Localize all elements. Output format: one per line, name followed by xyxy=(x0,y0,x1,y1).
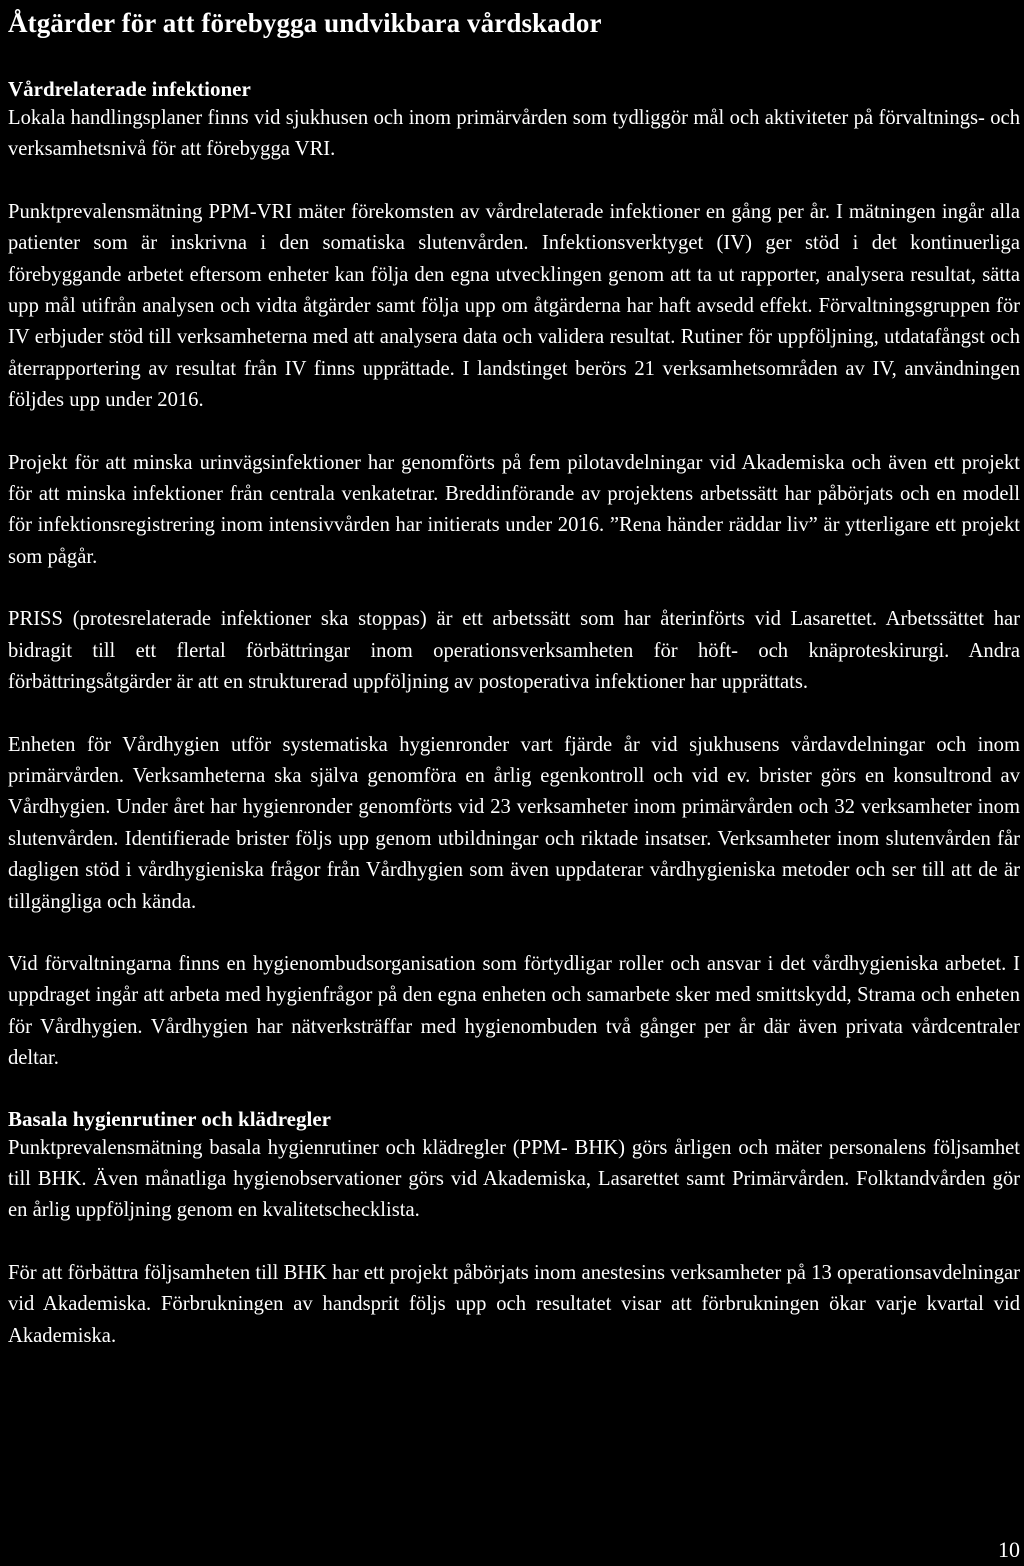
page-number: 10 xyxy=(998,1537,1020,1562)
paragraph: Punktprevalensmätning basala hygienrutiner och klädregler (PPM- BHK) görs årligen och mäter personalens följsamhet till BHK. Även månatliga hygienobservationer görs vid Akademiska, Lasarettet samt Primärvården. Folktandvården gör en årlig uppföljning genom en kvalitetschecklista. xyxy=(8,1136,1020,1222)
document-page xyxy=(8,0,1020,1352)
page-title: Åtgärder för att förebygga undvikbara vårdskador xyxy=(8,8,602,38)
paragraph: Vid förvaltningarna finns en hygienombudsorganisation som förtydligar roller och ansvar i det vårdhygieniska arbetet. I uppdraget ingår att arbeta med hygienfrågor på den egna enheten och samarbete sker med smittskydd, Strama och enheten för Vårdhygien. Vårdhygien har nätverksträffar med hygienombuden två gånger per år där även privata vårdcentraler deltar. xyxy=(8,952,1020,1070)
paragraph: Punktprevalensmätning PPM-VRI mäter förekomsten av vårdrelaterade infektioner en gång per år. I mätningen ingår alla patienter som är inskrivna i den somatiska slutenvården. Infektionsverktyget (IV) ger stöd i det kontinuerliga förebyggande arbetet eftersom enheter kan följa den egna utvecklingen genom att ta ut rapporter, analysera resultat, sätta upp mål utifrån analysen och vidta åtgärder samt följa upp om åtgärderna har haft avsedd effekt. Förvaltningsgruppen för IV erbjuder stöd till verksamheterna med att analysera data och validera resultat. Rutiner för uppföljning, utdatafångst och återrapportering av resultat från IV finns upprättade. I landstinget berörs 21 verksamhetsområden av IV, användningen följdes upp under 2016. xyxy=(8,200,1020,412)
paragraph: För att förbättra följsamheten till BHK har ett projekt påbörjats inom anestesins verksamheter på 13 operationsavdelningar vid Akademiska. Förbrukningen av handsprit följs upp och resultatet visar att förbrukningen ökar varje kvartal vid Akademiska. xyxy=(8,1261,1020,1347)
paragraph: Lokala handlingsplaner finns vid sjukhusen och inom primärvården som tydliggör mål och aktiviteter på förvaltnings- och verksamhetsnivå för att förebygga VRI. xyxy=(8,107,1020,161)
section-heading-basala-hygienrutiner: Basala hygienrutiner och klädregler xyxy=(8,1106,331,1131)
paragraph: PRISS (protesrelaterade infektioner ska stoppas) är ett arbetssätt som har återinförts vid Lasarettet. Arbetssättet har bidragit till ett flertal förbättringar inom operationsverksamheten för höft- och knäproteskirurgi. Andra förbättringsåtgärder är att en strukturerad uppföljning av postoperativa infektioner har upprättats. xyxy=(8,608,1020,694)
section-heading-infektioner: Vårdrelaterade infektioner xyxy=(8,77,251,101)
paragraph: Enheten för Vårdhygien utför systematiska hygienronder vart fjärde år vid sjukhusens vårdavdelningar och inom primärvården. Verksamheterna ska själva genomföra en årlig egenkontroll och vid ev. brister görs en konsultrond av Vårdhygien. Under året har hygienronder genomförts vid 23 verksamheter inom primärvården och 32 verksamheter inom slutenvården. Identifierade brister följs upp genom utbildningar och riktade insatser. Verksamheter inom slutenvården får dagligen stöd i vårdhygieniska frågor från Vårdhygien som även uppdaterar vårdhygieniska metoder och ser till att de är tillgängliga och kända. xyxy=(8,733,1020,913)
paragraph: Projekt för att minska urinvägsinfektioner har genomförts på fem pilotavdelningar vid Akademiska och även ett projekt för att minska infektioner från centrala venkatetrar. Breddinförande av projektens arbetssätt har påbörjats och en modell för infektionsregistrering inom intensivvården har initierats under 2016. ”Rena händer räddar liv” är ytterligare ett projekt som pågår. xyxy=(8,451,1020,568)
